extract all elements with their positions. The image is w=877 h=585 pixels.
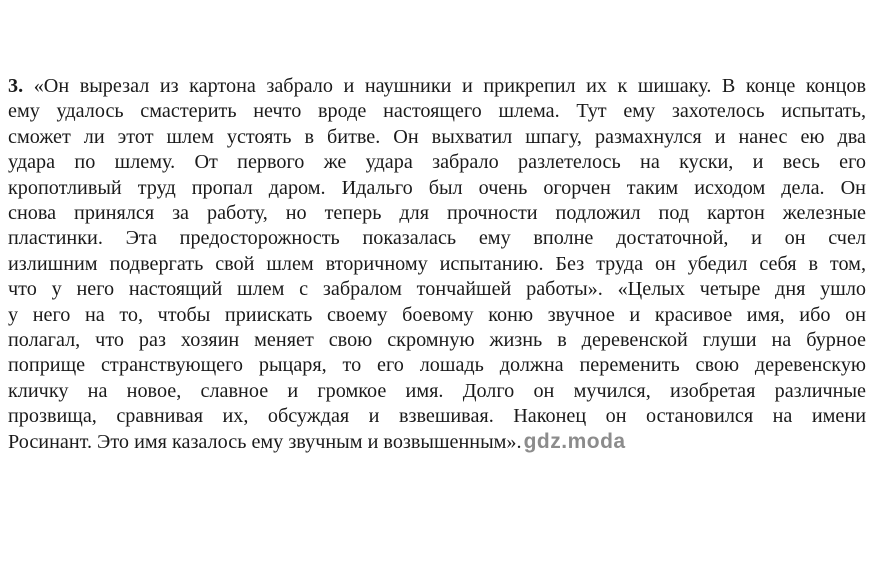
text-line: снова принялся за работу, но теперь для прочности подложил под картон железные (8, 201, 866, 224)
text-line: кличку на новое, славное и громкое имя. Долго он мучился, изобретая различные (8, 379, 866, 402)
text-line: удара по шлему. От первого же удара забрало разлетелось на куски, и весь его (8, 151, 866, 174)
text-line: ему удалось смастерить нечто вроде настоящего шлема. Тут ему захотелось испытать, (8, 100, 866, 123)
text-line: кропотливый труд пропал даром. Идальго был очень огорчен таким исходом дела. Он (8, 176, 866, 199)
text-line: 3. «Он вырезал из картона забрало и наушники и прикрепил их к шишаку. В конце концов (8, 75, 867, 97)
task-text (8, 74, 866, 455)
watermark: gdz.moda (523, 430, 626, 454)
text-line: излишним подвергать свой шлем вторичному испытанию. Без труда он убедил себя в том, (8, 252, 866, 275)
text-line: полагал, что раз хозяин меняет свою скромную жизнь в деревенской глуши на бурное (8, 328, 866, 351)
text-line: сможет ли этот шлем устоять в битве. Он выхватил шпагу, размахнулся и нанес ею два (8, 125, 866, 148)
text-line: поприще странствующего рыцаря, то его лошадь должна переменить свою деревенскую (8, 354, 866, 377)
text-line: прозвища, сравнивая их, обсуждая и взвешивая. Наконец он остановился на имени (8, 405, 866, 428)
task-number: 3. (8, 75, 24, 97)
text-line: у него на то, чтобы приискать своему боевому коню звучное и красивое имя, ибо он (8, 303, 866, 326)
text-line: что у него настоящий шлем с забралом тончайшей работы». «Целых четыре дня ушло (8, 278, 866, 301)
text-line: Росинант. Это имя казалось ему звучным и возвышенным».gdz.moda (8, 430, 626, 454)
text-line: пластинки. Эта предосторожность показалась ему вполне достаточной, и он счел (8, 227, 866, 250)
